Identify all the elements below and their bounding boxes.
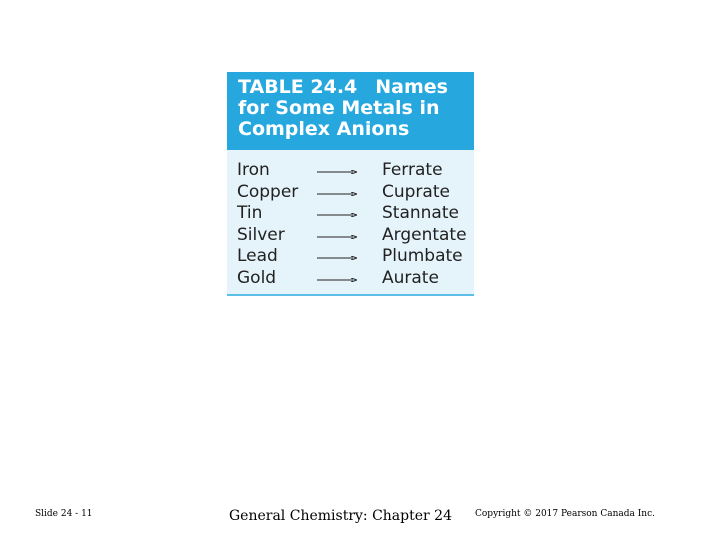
right-arrow-icon: [317, 192, 357, 196]
slide-number: Slide 24 - 11: [35, 509, 93, 519]
chapter-title: General Chemistry: Chapter 24: [229, 508, 452, 524]
table-row: [227, 225, 474, 247]
table-row: [227, 268, 474, 290]
anion-name: Plumbate: [382, 246, 463, 266]
table-title-line-3: Complex Anions: [238, 118, 410, 140]
right-arrow-icon: [317, 235, 357, 239]
anion-name: Stannate: [382, 203, 459, 223]
right-arrow-icon: [317, 278, 357, 282]
table-label: TABLE 24.4: [238, 76, 358, 98]
copyright: Copyright © 2017 Pearson Canada Inc.: [475, 509, 655, 519]
right-arrow-icon: [317, 170, 357, 174]
table-body: [227, 150, 474, 289]
metal-name: Lead: [237, 246, 278, 266]
metal-name: Copper: [237, 181, 299, 202]
anion-name: Aurate: [382, 267, 439, 288]
table-row: [227, 203, 474, 225]
anion-name: Argentate: [382, 224, 467, 245]
table-row: [227, 246, 474, 268]
metal-name: Silver: [237, 224, 285, 245]
table-24-4: [227, 72, 474, 296]
anion-name: Cuprate: [382, 181, 450, 202]
table-row: [227, 182, 474, 204]
right-arrow-icon: [317, 256, 357, 260]
table-title-line-1: [238, 77, 474, 98]
right-arrow-icon: [317, 213, 357, 217]
anion-name: Ferrate: [382, 160, 443, 180]
metal-name: Gold: [237, 267, 277, 288]
table-title-line-2: for Some Metals in: [238, 97, 440, 119]
table-title-names: Names: [375, 76, 448, 98]
table-row: [227, 160, 474, 182]
table-header: [227, 72, 474, 150]
metal-name: Tin: [237, 203, 263, 223]
metal-name: Iron: [237, 160, 270, 180]
